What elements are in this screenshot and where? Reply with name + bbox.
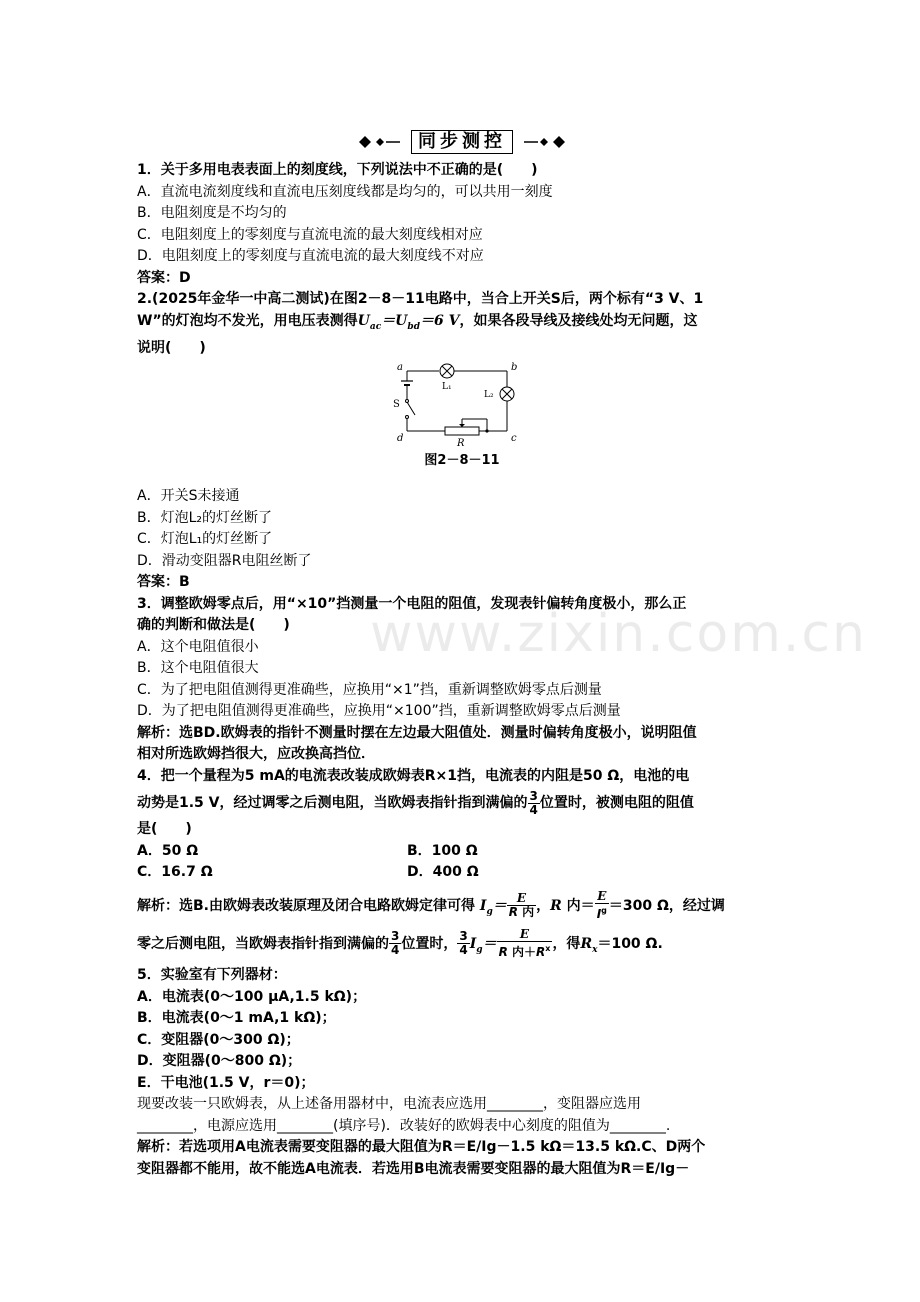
fraction-numerator: 3 bbox=[391, 929, 400, 944]
q4-analysis-line2 bbox=[137, 928, 787, 966]
q2-stem-line1: 2.(2025年金华一中高二测试)在图2－8－11电路中，当合上开关S后，两个标有“3 V、1 bbox=[137, 291, 704, 307]
circuit-label-b: b bbox=[511, 362, 518, 374]
q4-analysis-line2-end: ＝100 Ω. bbox=[597, 935, 663, 952]
q4-option-a: A．50 Ω bbox=[137, 842, 199, 859]
q5-item-a: A．电流表(0～100 μA,1.5 kΩ)； bbox=[137, 988, 367, 1005]
fraction-numerator: 3 bbox=[459, 929, 468, 944]
section-banner bbox=[137, 130, 787, 158]
q5-analysis-line1: 解析：若选项用A电流表需要变阻器的最大阻值为R＝E/Ig－1.5 kΩ＝13.5 kΩ.C、D两个 bbox=[137, 1139, 706, 1156]
q1-option-c: C．电阻刻度上的零刻度与直流电流的最大刻度线相对应 bbox=[137, 226, 483, 243]
formula-rx: $R_x$ bbox=[580, 935, 598, 955]
q2-stem-line2 bbox=[137, 311, 787, 338]
q4-stem-line3: 是( ) bbox=[137, 821, 192, 838]
q1-answer: 答案：D bbox=[137, 269, 191, 286]
q2-stem-line2-start: W”的灯泡均不发光，用电压表测得 bbox=[137, 312, 358, 329]
circuit-label-a: a bbox=[397, 362, 403, 374]
section-title: 同步测控 bbox=[411, 130, 513, 154]
q4-option-c: C．16.7 Ω bbox=[137, 864, 213, 881]
q4-analysis-line1: 解析：选B.由欧姆表改装原理及闭合电路欧姆定律可得 $I_g=$ $\frac{E}{\text{R 内}}$ ，R 内＝ $\frac{E}{I^g}$ ＝300 Ω，经过调 bbox=[137, 889, 725, 922]
formula-e-over-r-inner bbox=[507, 892, 536, 919]
fraction-numerator: E bbox=[507, 892, 536, 906]
q4-options-row-2 bbox=[137, 862, 787, 884]
circuit-label-switch: S bbox=[393, 399, 400, 411]
q4-stem-line2 bbox=[137, 787, 787, 819]
formula-ig: $I_g=$ bbox=[479, 897, 507, 917]
q4-options-row-1 bbox=[137, 841, 787, 863]
q5-item-e: E．干电池(1.5 V，r＝0)； bbox=[137, 1074, 315, 1091]
formula-e-over-sum bbox=[497, 928, 553, 959]
q2-stem-line2-end: ，如果各段导线及接线处均无问题，这 bbox=[459, 312, 698, 329]
q4-stem-line2-start: 动势是1.5 V，经过调零之后测电阻，当欧姆表指针指到满偏的 bbox=[137, 795, 528, 812]
circuit-label-c: c bbox=[511, 433, 517, 445]
q5-stem-line2: ________，电源应选用________(填序号)．改装好的欧姆表中心刻度的阻值为________. bbox=[137, 1117, 671, 1134]
q3-option-d: D．为了把电阻值测得更准确些，应换用“×100”挡，重新调整欧姆零点后测量 bbox=[137, 703, 621, 720]
q2-option-a: A．开关S未接通 bbox=[137, 488, 240, 505]
fraction-denominator: R 内$+R^x$ bbox=[498, 944, 551, 960]
q4-analysis-line1-end: ＝300 Ω，经过调 bbox=[608, 897, 725, 914]
q5-item-d: D．变阻器(0～800 Ω)； bbox=[137, 1053, 302, 1070]
q5-stem-line1: 现要改装一只欧姆表，从上述备用器材中，电流表应选用________，变阻器应选用 bbox=[137, 1096, 641, 1113]
q3-analysis-line1: 解析：选BD.欧姆表的指针不测量时摆在左边最大阻值处．测量时偏转角度极小，说明阻值 bbox=[137, 724, 697, 741]
diamond-decoration-right-icon bbox=[522, 135, 566, 149]
q4-fraction-three-quarters bbox=[528, 790, 540, 817]
formula-e-over-ig bbox=[595, 890, 609, 921]
q5-analysis-line2: 变阻器都不能用，故不能选A电流表．若选用B电流表需要变阻器的最大阻值为R＝E/Ig－ bbox=[137, 1160, 690, 1177]
q4-analysis-line2-start: 零之后测电阻，当欧姆表指针指到满偏的 bbox=[137, 935, 389, 952]
q2-circuit-figure bbox=[137, 361, 787, 468]
q4-analysis-line2-mid: 位置时， bbox=[401, 935, 458, 952]
formula-ig-2: $I_g=$ bbox=[469, 935, 497, 955]
q3-stem-line1: 3．调整欧姆零点后，用“×10”挡测量一个电阻的阻值，发现表针偏转角度极小，那么正 bbox=[137, 595, 687, 612]
fraction-denominator: R 内 bbox=[508, 905, 535, 920]
fraction-denominator: 4 bbox=[529, 802, 538, 817]
watermark: www.zixin.com.cn bbox=[370, 604, 867, 664]
q4-analysis-line2-result-prefix: ，得 bbox=[552, 935, 581, 952]
q4-analysis-line1-start: 解析：选B.由欧姆表改装原理及闭合电路欧姆定律可得 bbox=[137, 897, 475, 914]
circuit-label-r: R bbox=[457, 438, 465, 448]
q2-option-d: D．滑动变阻器R电阻丝断了 bbox=[137, 552, 312, 569]
circuit-label-l1: L₁ bbox=[442, 382, 452, 393]
q3-option-c: C．为了把电阻值测得更准确些，应换用“×1”挡，重新调整欧姆零点后测量 bbox=[137, 681, 602, 698]
fraction-numerator: E bbox=[497, 928, 553, 942]
q3-option-b: B．这个电阻值很大 bbox=[137, 660, 259, 677]
q5-item-c: C．变阻器(0～300 Ω)； bbox=[137, 1031, 300, 1048]
formula-r-inner: R bbox=[550, 897, 562, 914]
fraction-numerator: E bbox=[595, 890, 609, 904]
q3-option-a: A．这个电阻值很小 bbox=[137, 638, 259, 655]
circuit-label-l2: L₂ bbox=[484, 390, 494, 401]
q3-stem-line2: 确的判断和做法是( ) bbox=[137, 617, 290, 634]
q2-stem-line3: 说明( ) bbox=[137, 339, 206, 356]
q1-option-b: B．电阻刻度是不均匀的 bbox=[137, 205, 287, 221]
circuit-diagram bbox=[387, 361, 537, 447]
q4-option-d: D．400 Ω bbox=[407, 864, 479, 881]
figure-caption: 图2－8－11 bbox=[424, 453, 500, 469]
fraction-denominator: 4 bbox=[391, 943, 400, 958]
q4-stem-line1: 4．把一个量程为5 mA的电流表改装成欧姆表R×1挡，电流表的内阻是50 Ω，电池的电 bbox=[137, 767, 690, 784]
q2-option-b: B．灯泡L₂的灯丝断了 bbox=[137, 509, 273, 526]
q2-answer: 答案：B bbox=[137, 574, 190, 591]
q4-analysis-fraction-2 bbox=[457, 930, 469, 957]
q4-option-b: B．100 Ω bbox=[407, 842, 478, 859]
q4-analysis-fraction bbox=[389, 930, 401, 957]
q1-option-a: A．直流电流刻度线和直流电压刻度线都是均匀的，可以共用一刻度 bbox=[137, 183, 553, 200]
fraction-denominator: $I^g$ bbox=[596, 906, 607, 922]
q5-item-b: B．电流表(0～1 mA,1 kΩ)； bbox=[137, 1010, 336, 1027]
fraction-denominator: 4 bbox=[459, 943, 468, 958]
diamond-decoration-left-icon bbox=[358, 135, 402, 149]
fraction-numerator: 3 bbox=[529, 788, 538, 803]
q3-analysis-line2: 相对所选欧姆挡很大，应改换高挡位． bbox=[137, 746, 375, 763]
q4-stem-line2-end: 位置时，被测电阻的阻值 bbox=[539, 795, 694, 812]
q2-option-c: C．灯泡L₁的灯丝断了 bbox=[137, 531, 273, 548]
q2-voltage-equation: $U_{ac}=U_{bd}=6$ V bbox=[357, 312, 460, 332]
circuit-label-d: d bbox=[397, 433, 404, 445]
q1-stem: 1．关于多用电表表面上的刻度线，下列说法中不正确的是( ) bbox=[137, 162, 538, 178]
q5-stem: 5．实验室有下列器材： bbox=[137, 967, 287, 984]
worksheet-page bbox=[137, 130, 787, 1180]
q1-option-d: D．电阻刻度上的零刻度与直流电流的最大刻度线不对应 bbox=[137, 248, 484, 264]
